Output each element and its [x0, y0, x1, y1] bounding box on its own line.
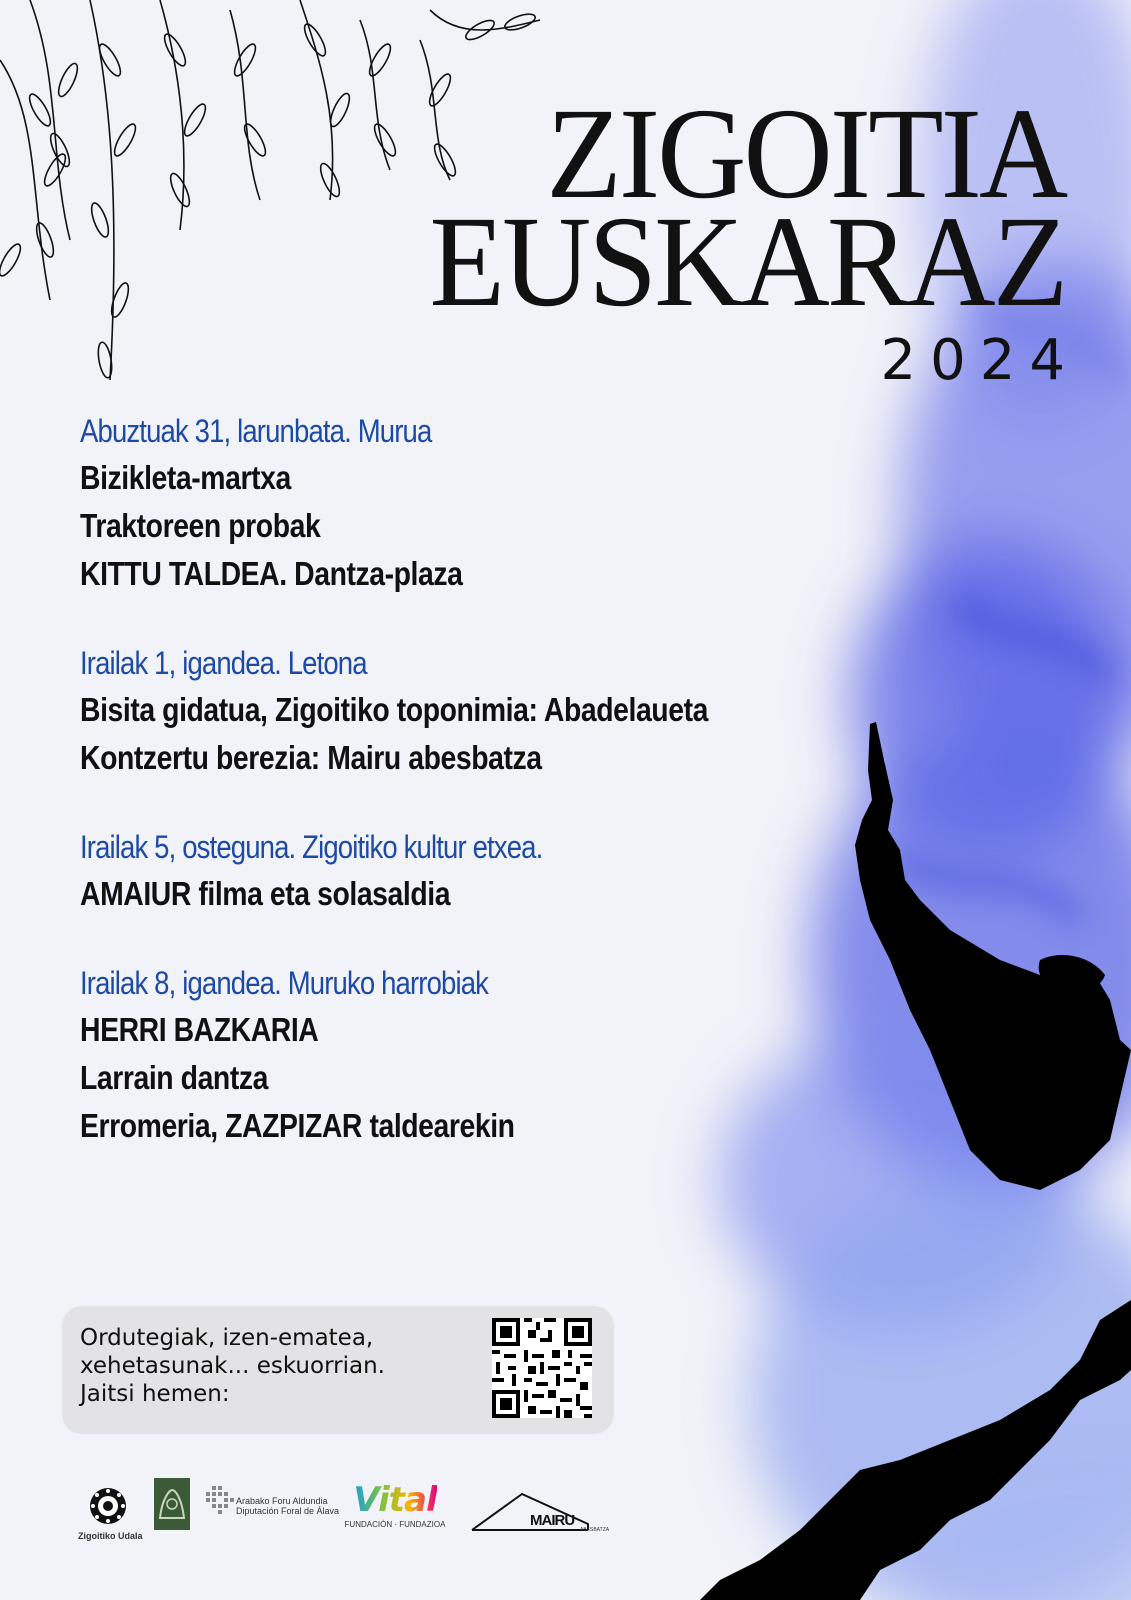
mairu-subtitle: ABESBATZA: [580, 1527, 610, 1533]
vital-text: Vital: [353, 1480, 437, 1520]
event-item: Kontzertu berezia: Mairu abesbatza: [80, 739, 542, 776]
event-list: [80, 408, 840, 1192]
vital-wordmark: [340, 1480, 450, 1520]
vital-subtitle: FUNDACIÓN · FUNDAZIOA: [344, 1520, 446, 1529]
event-date: Irailak 1, igandea. Letona: [80, 645, 367, 681]
araba-label-eu: Arabako Foru Aldundia: [236, 1496, 328, 1506]
info-box: [62, 1306, 614, 1434]
info-text: [80, 1324, 440, 1408]
zigoitiko-udala-logo: [78, 1486, 143, 1541]
event-item: HERRI BAZKARIA: [80, 1011, 319, 1048]
event-block: [80, 640, 840, 782]
araba-logo: [202, 1484, 340, 1523]
mountain-emblem-icon: [154, 1478, 190, 1530]
poster-title: [396, 82, 1079, 393]
mairu-label: MAIRU: [530, 1512, 575, 1529]
green-emblem-logo: [154, 1478, 190, 1535]
info-line: Jaitsi hemen:: [80, 1381, 230, 1407]
araba-label-es: Diputación Foral de Álava: [236, 1506, 340, 1516]
mairu-logo: [470, 1488, 620, 1539]
info-line: xehetasunak... eskuorrian.: [80, 1353, 385, 1379]
event-block: [80, 960, 840, 1150]
dots-emblem-icon: [202, 1484, 236, 1518]
sponsor-logos: [78, 1478, 638, 1548]
title-line-2: EUSKARAZ: [429, 190, 1065, 334]
info-line: Ordutegiak, izen-ematea,: [80, 1325, 374, 1351]
title-line-1: ZIGOITIA: [545, 82, 1065, 226]
event-item: Bizikleta-martxa: [80, 459, 291, 496]
event-date: Abuztuak 31, larunbata. Murua: [80, 413, 432, 449]
event-date: Irailak 5, osteguna. Zigoitiko kultur etxea.: [80, 829, 543, 865]
vital-logo: [340, 1480, 450, 1530]
zigoitiko-udala-label: Zigoitiko Udala: [78, 1531, 143, 1541]
event-block: [80, 824, 840, 918]
title-year: 2024: [880, 328, 1079, 393]
flower-emblem-icon: [88, 1486, 128, 1526]
event-block: [80, 408, 840, 598]
event-item: KITTU TALDEA. Dantza-plaza: [80, 555, 463, 592]
event-item: Bisita gidatua, Zigoitiko toponimia: Abadelaueta: [80, 691, 708, 728]
event-date: Irailak 8, igandea. Muruko harrobiak: [80, 965, 489, 1001]
event-item: Traktoreen probak: [80, 507, 321, 544]
event-item: AMAIUR filma eta solasaldia: [80, 875, 451, 912]
event-item: Erromeria, ZAZPIZAR taldearekin: [80, 1107, 515, 1144]
qr-code-icon[interactable]: [492, 1318, 592, 1418]
event-item: Larrain dantza: [80, 1059, 268, 1096]
